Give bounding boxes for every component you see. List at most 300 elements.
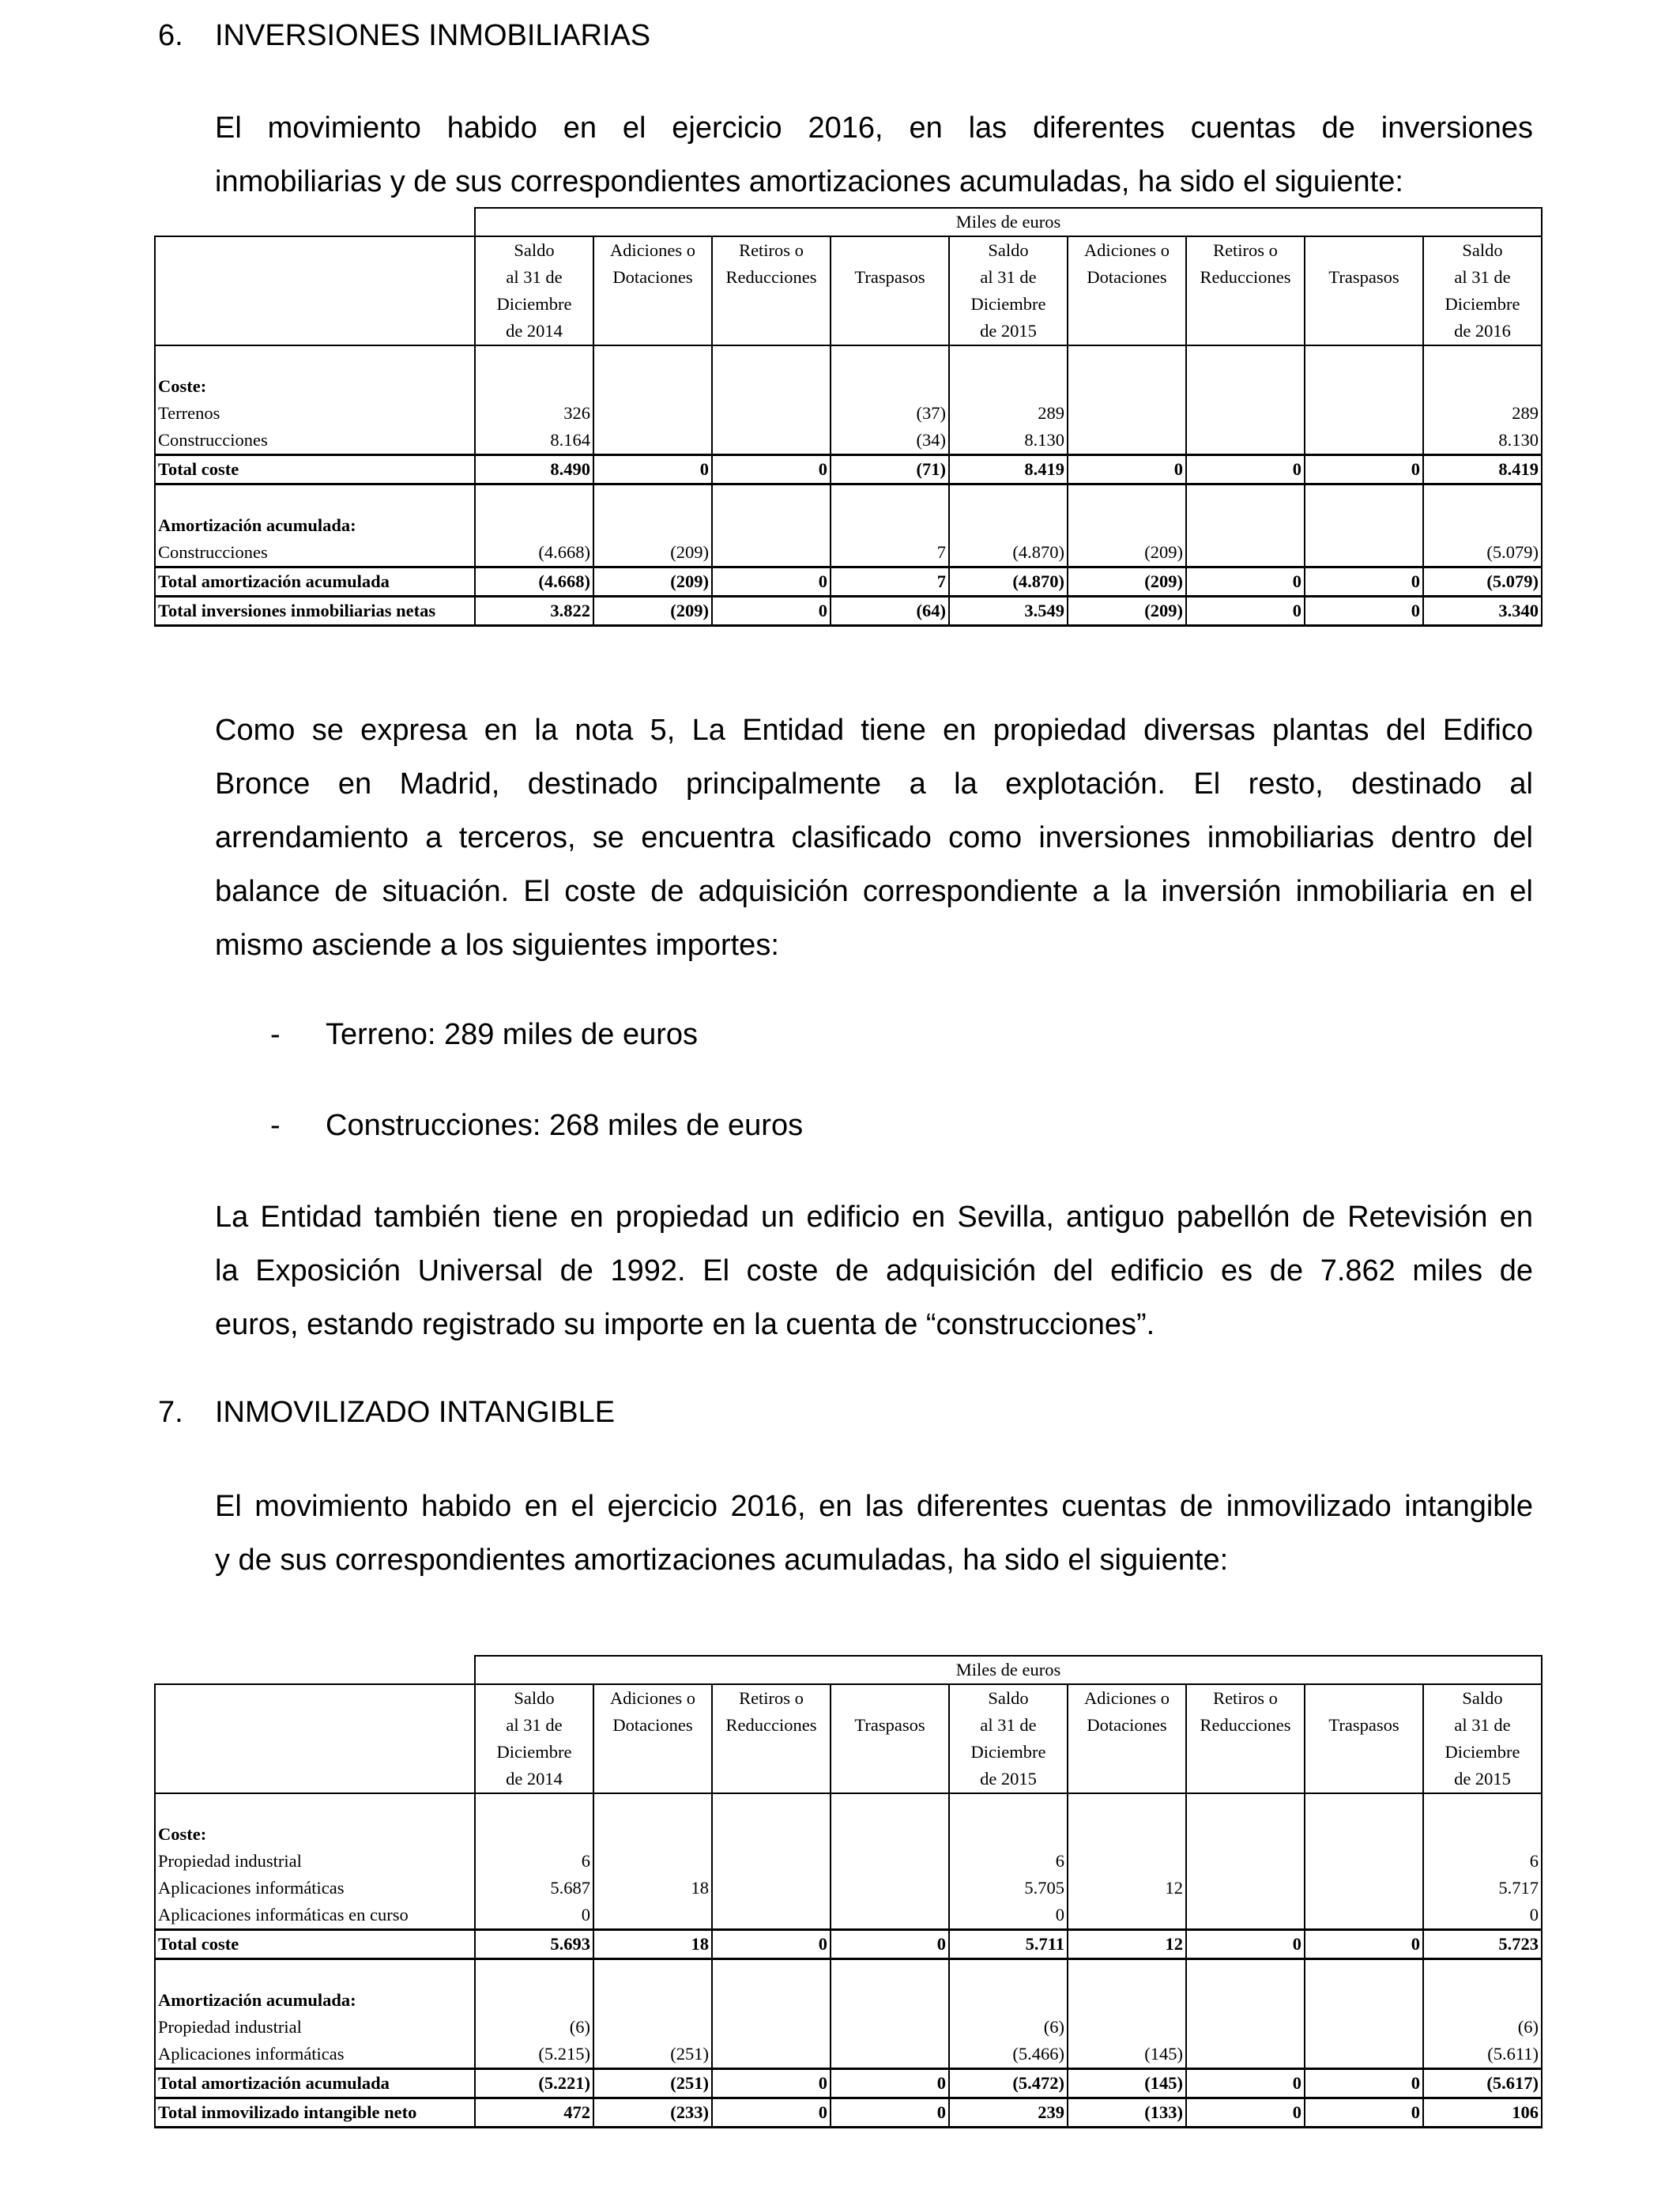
text-line: inmobiliarias y de sus correspondientes amortizaciones acumuladas, ha sido el siguiente: <box>215 165 1403 198</box>
value-cell <box>712 427 831 455</box>
column-header: de 2015 <box>949 1766 1068 1793</box>
column-header: Saldo <box>1423 236 1542 264</box>
value-cell: 3.822 <box>475 597 593 626</box>
section-6-body <box>215 703 1533 972</box>
column-header-row <box>155 1712 1542 1739</box>
bullet-dash: - <box>270 1018 281 1051</box>
empty-cell <box>712 345 831 373</box>
table-row <box>155 1902 1542 1930</box>
value-cell: 8.130 <box>949 427 1068 455</box>
column-header: al 31 de <box>475 264 593 291</box>
column-header <box>1305 318 1423 345</box>
bullet-item <box>270 1109 1219 1145</box>
empty-cell <box>1423 373 1542 400</box>
column-header <box>1305 1684 1423 1712</box>
text-line: La Entidad también tiene en propiedad un edificio en Sevilla, antiguo pabellón de Retevisión en <box>215 1201 1533 1234</box>
bullet-item <box>270 1018 1219 1054</box>
column-header: de 2014 <box>475 1766 593 1793</box>
empty-cell <box>1186 1959 1305 1988</box>
section-title: Coste: <box>155 373 475 400</box>
value-cell: 5.687 <box>475 1875 593 1902</box>
empty-cell <box>1186 373 1305 400</box>
empty-cell <box>831 484 949 513</box>
value-cell: (5.466) <box>949 2041 1068 2069</box>
row-label: Aplicaciones informáticas en curso <box>155 1902 475 1930</box>
value-cell <box>1305 427 1423 455</box>
column-header <box>1068 1739 1186 1766</box>
column-header-row <box>155 1739 1542 1766</box>
text-line: mismo asciende a los siguientes importes: <box>215 929 779 962</box>
column-header: Saldo <box>949 1684 1068 1712</box>
value-cell: 6 <box>1423 1848 1542 1875</box>
section-6-title: INVERSIONES INMOBILIARIAS <box>215 19 651 52</box>
row-label: Total inmovilizado intangible neto <box>155 2098 475 2128</box>
value-cell <box>1305 2014 1423 2041</box>
value-cell: 0 <box>831 2098 949 2128</box>
value-cell: 0 <box>712 455 831 484</box>
empty-cell <box>1305 512 1423 539</box>
column-header: de 2014 <box>475 318 593 345</box>
value-cell: 0 <box>1305 597 1423 626</box>
value-cell <box>1186 427 1305 455</box>
value-cell: (37) <box>831 400 949 427</box>
row-label: Total amortización acumulada <box>155 567 475 597</box>
column-header <box>712 1766 831 1793</box>
empty-cell <box>949 1987 1068 2014</box>
table-row <box>155 400 1542 427</box>
empty-cell <box>593 373 712 400</box>
value-cell: 7 <box>831 567 949 597</box>
value-cell: 0 <box>1186 1930 1305 1959</box>
value-cell <box>593 1902 712 1930</box>
value-cell: (5.611) <box>1423 2041 1542 2069</box>
row-label: Propiedad industrial <box>155 2014 475 2041</box>
column-header: Diciembre <box>475 1739 593 1766</box>
value-cell <box>712 2014 831 2041</box>
column-header <box>831 236 949 264</box>
table-row <box>155 539 1542 567</box>
value-cell: 0 <box>1305 1930 1423 1959</box>
row-label: Propiedad industrial <box>155 1848 475 1875</box>
group-header: Miles de euros <box>475 208 1542 236</box>
text-line: balance de situación. El coste de adquisición correspondiente a la inversión inmobiliaria en el <box>215 875 1533 908</box>
value-cell <box>593 427 712 455</box>
value-cell: (6) <box>949 2014 1068 2041</box>
value-cell: (71) <box>831 455 949 484</box>
empty-cell <box>593 1821 712 1848</box>
empty-cell <box>1305 1959 1423 1988</box>
empty-cell <box>155 264 475 291</box>
empty-cell <box>949 345 1068 373</box>
section-title: Amortización acumulada: <box>155 1987 475 2014</box>
value-cell: (233) <box>593 2098 712 2128</box>
empty-cell <box>475 345 593 373</box>
column-header-row <box>155 236 1542 264</box>
empty-cell <box>712 1793 831 1821</box>
column-header: al 31 de <box>949 1712 1068 1739</box>
column-header: Reducciones <box>712 1712 831 1739</box>
column-header: al 31 de <box>1423 264 1542 291</box>
column-header-row <box>155 264 1542 291</box>
value-cell: (5.221) <box>475 2069 593 2098</box>
section-title: Amortización acumulada: <box>155 512 475 539</box>
empty-cell <box>475 1987 593 2014</box>
group-header: Miles de euros <box>475 1656 1542 1684</box>
value-cell <box>712 539 831 567</box>
value-cell: (209) <box>1068 539 1186 567</box>
row-label: Total coste <box>155 455 475 484</box>
table-row <box>155 2014 1542 2041</box>
column-header: Retiros o <box>712 236 831 264</box>
section-title-row <box>155 1987 1542 2014</box>
value-cell: (5.472) <box>949 2069 1068 2098</box>
empty-cell <box>712 1987 831 2014</box>
column-header-row <box>155 318 1542 345</box>
empty-cell <box>1068 1987 1186 2014</box>
empty-cell <box>1423 1987 1542 2014</box>
empty-cell <box>1068 512 1186 539</box>
empty-cell <box>1068 1793 1186 1821</box>
empty-cell <box>1423 345 1542 373</box>
section-title-row <box>155 373 1542 400</box>
empty-cell <box>155 291 475 318</box>
column-header: al 31 de <box>475 1712 593 1739</box>
value-cell <box>1186 2014 1305 2041</box>
empty-cell <box>155 318 475 345</box>
value-cell: 18 <box>593 1875 712 1902</box>
empty-cell <box>1068 373 1186 400</box>
value-cell: (4.870) <box>949 567 1068 597</box>
column-header: al 31 de <box>1423 1712 1542 1739</box>
total-row <box>155 597 1542 626</box>
row-label: Total amortización acumulada <box>155 2069 475 2098</box>
column-header: Adiciones o <box>593 236 712 264</box>
column-header: Saldo <box>949 236 1068 264</box>
section-7-heading <box>158 1396 948 1432</box>
column-header: Dotaciones <box>1068 264 1186 291</box>
value-cell: (251) <box>593 2069 712 2098</box>
empty-cell <box>712 1959 831 1988</box>
empty-cell <box>712 512 831 539</box>
value-cell <box>831 1902 949 1930</box>
spacer-row <box>155 484 1542 513</box>
value-cell: 7 <box>831 539 949 567</box>
empty-cell <box>593 512 712 539</box>
total-row <box>155 2069 1542 2098</box>
empty-cell <box>155 1684 475 1712</box>
column-header: Retiros o <box>1186 236 1305 264</box>
value-cell <box>593 2014 712 2041</box>
table-row <box>155 1875 1542 1902</box>
spacer-row <box>155 1959 1542 1988</box>
column-header: Traspasos <box>831 264 949 291</box>
column-header: Diciembre <box>1423 291 1542 318</box>
value-cell <box>712 400 831 427</box>
text-line: euros, estando registrado su importe en la cuenta de “construcciones”. <box>215 1308 1155 1341</box>
empty-cell <box>1423 484 1542 513</box>
value-cell: 326 <box>475 400 593 427</box>
column-header <box>831 1684 949 1712</box>
empty-cell <box>831 1793 949 1821</box>
value-cell: 6 <box>949 1848 1068 1875</box>
column-header-row <box>155 1684 1542 1712</box>
value-cell: 8.419 <box>1423 455 1542 484</box>
empty-cell <box>475 484 593 513</box>
column-header: Reducciones <box>1186 1712 1305 1739</box>
empty-cell <box>712 484 831 513</box>
empty-cell <box>1305 484 1423 513</box>
value-cell <box>1305 539 1423 567</box>
empty-cell <box>155 484 475 513</box>
value-cell <box>712 1902 831 1930</box>
text-line: El movimiento habido en el ejercicio 2016, en las diferentes cuentas de inmovilizado intangible <box>215 1490 1533 1523</box>
value-cell: 5.723 <box>1423 1930 1542 1959</box>
empty-cell <box>1305 1793 1423 1821</box>
column-header: Reducciones <box>712 264 831 291</box>
empty-cell <box>155 1656 475 1684</box>
value-cell <box>1186 1902 1305 1930</box>
value-cell <box>831 2041 949 2069</box>
value-cell: (145) <box>1068 2069 1186 2098</box>
value-cell: (64) <box>831 597 949 626</box>
empty-cell <box>475 512 593 539</box>
value-cell: 12 <box>1068 1875 1186 1902</box>
value-cell: (209) <box>1068 567 1186 597</box>
financial-table <box>154 207 1543 627</box>
column-header <box>712 291 831 318</box>
value-cell: 0 <box>712 1930 831 1959</box>
value-cell <box>1068 1902 1186 1930</box>
value-cell: 0 <box>1186 567 1305 597</box>
value-cell: 0 <box>712 2069 831 2098</box>
value-cell: 0 <box>1068 455 1186 484</box>
empty-cell <box>1423 1959 1542 1988</box>
value-cell: 472 <box>475 2098 593 2128</box>
value-cell <box>712 2041 831 2069</box>
row-label: Terrenos <box>155 400 475 427</box>
value-cell <box>1068 427 1186 455</box>
value-cell: (4.668) <box>475 539 593 567</box>
table-row <box>155 1848 1542 1875</box>
column-header: Saldo <box>1423 1684 1542 1712</box>
value-cell: 0 <box>475 1902 593 1930</box>
empty-cell <box>831 1987 949 2014</box>
value-cell: 239 <box>949 2098 1068 2128</box>
value-cell: (6) <box>475 2014 593 2041</box>
empty-cell <box>949 484 1068 513</box>
value-cell: 289 <box>949 400 1068 427</box>
empty-cell <box>712 1821 831 1848</box>
empty-cell <box>949 1959 1068 1988</box>
value-cell: (4.870) <box>949 539 1068 567</box>
empty-cell <box>1186 484 1305 513</box>
column-header: Reducciones <box>1186 264 1305 291</box>
empty-cell <box>1186 1821 1305 1848</box>
empty-cell <box>155 236 475 264</box>
row-label: Construcciones <box>155 427 475 455</box>
value-cell <box>1305 1848 1423 1875</box>
column-header <box>712 318 831 345</box>
section-7-intro <box>215 1480 1533 1587</box>
value-cell: 0 <box>1305 2098 1423 2128</box>
empty-cell <box>593 484 712 513</box>
value-cell <box>593 1848 712 1875</box>
column-header: Diciembre <box>475 291 593 318</box>
value-cell: (209) <box>593 567 712 597</box>
value-cell <box>1305 1902 1423 1930</box>
column-header-row <box>155 1766 1542 1793</box>
value-cell: 5.717 <box>1423 1875 1542 1902</box>
bullet-text: Construcciones: 268 miles de euros <box>326 1109 804 1142</box>
value-cell: (145) <box>1068 2041 1186 2069</box>
row-label: Aplicaciones informáticas <box>155 2041 475 2069</box>
empty-cell <box>1068 345 1186 373</box>
empty-cell <box>475 1793 593 1821</box>
text-line: El movimiento habido en el ejercicio 2016, en las diferentes cuentas de inversiones <box>215 111 1533 145</box>
value-cell: 0 <box>712 567 831 597</box>
column-header: Dotaciones <box>593 1712 712 1739</box>
empty-cell <box>593 345 712 373</box>
value-cell: (6) <box>1423 2014 1542 2041</box>
value-cell <box>1186 1848 1305 1875</box>
value-cell: 0 <box>949 1902 1068 1930</box>
row-label: Total inversiones inmobiliarias netas <box>155 597 475 626</box>
value-cell: 3.340 <box>1423 597 1542 626</box>
value-cell: 0 <box>1186 2069 1305 2098</box>
section-6-heading <box>158 19 948 55</box>
value-cell <box>593 400 712 427</box>
section-6-intro <box>215 101 1533 209</box>
value-cell: 8.130 <box>1423 427 1542 455</box>
value-cell: 8.164 <box>475 427 593 455</box>
empty-cell <box>475 373 593 400</box>
section-title-row <box>155 1821 1542 1848</box>
empty-cell <box>1068 1959 1186 1988</box>
empty-cell <box>949 373 1068 400</box>
sevilla-paragraph <box>215 1190 1533 1351</box>
empty-cell <box>1305 345 1423 373</box>
value-cell: 0 <box>1186 455 1305 484</box>
column-header <box>831 318 949 345</box>
column-header: Adiciones o <box>1068 1684 1186 1712</box>
value-cell: (251) <box>593 2041 712 2069</box>
value-cell: 0 <box>1305 567 1423 597</box>
value-cell: 0 <box>1423 1902 1542 1930</box>
column-header: Adiciones o <box>1068 236 1186 264</box>
column-header <box>831 1739 949 1766</box>
column-header: Retiros o <box>1186 1684 1305 1712</box>
column-header <box>1305 1766 1423 1793</box>
value-cell <box>1305 1875 1423 1902</box>
empty-cell <box>712 373 831 400</box>
text-line: arrendamiento a terceros, se encuentra clasificado como inversiones inmobiliarias dentro del <box>215 821 1533 854</box>
empty-cell <box>1068 1821 1186 1848</box>
value-cell: 0 <box>1305 2069 1423 2098</box>
inversiones-table <box>154 207 1543 627</box>
column-header: Diciembre <box>949 1739 1068 1766</box>
empty-cell <box>831 1821 949 1848</box>
empty-cell <box>1305 373 1423 400</box>
value-cell: 0 <box>831 2069 949 2098</box>
column-header <box>593 1739 712 1766</box>
section-title-row <box>155 512 1542 539</box>
value-cell: (34) <box>831 427 949 455</box>
column-header: Traspasos <box>831 1712 949 1739</box>
empty-cell <box>949 1821 1068 1848</box>
column-header <box>712 1739 831 1766</box>
column-header <box>831 291 949 318</box>
group-header-row <box>155 1656 1542 1684</box>
value-cell: (5.079) <box>1423 567 1542 597</box>
column-header: Traspasos <box>1305 1712 1423 1739</box>
value-cell <box>1305 400 1423 427</box>
column-header <box>593 291 712 318</box>
bullet-text: Terreno: 289 miles de euros <box>326 1018 699 1051</box>
table-row <box>155 427 1542 455</box>
value-cell <box>831 2014 949 2041</box>
value-cell: 8.490 <box>475 455 593 484</box>
value-cell: 0 <box>712 2098 831 2128</box>
value-cell <box>1186 539 1305 567</box>
empty-cell <box>831 373 949 400</box>
empty-cell <box>155 345 475 373</box>
row-label: Aplicaciones informáticas <box>155 1875 475 1902</box>
value-cell: (5.079) <box>1423 539 1542 567</box>
value-cell: 289 <box>1423 400 1542 427</box>
text-line: Bronce en Madrid, destinado principalmente a la explotación. El resto, destinado al <box>215 767 1533 801</box>
empty-cell <box>1423 512 1542 539</box>
empty-cell <box>831 1959 949 1988</box>
section-7-number: 7. <box>158 1396 183 1429</box>
value-cell: (5.617) <box>1423 2069 1542 2098</box>
value-cell: (5.215) <box>475 2041 593 2069</box>
empty-cell <box>1423 1821 1542 1848</box>
column-header <box>1305 291 1423 318</box>
column-header <box>1068 1766 1186 1793</box>
empty-cell <box>1186 1987 1305 2014</box>
value-cell <box>831 1875 949 1902</box>
empty-cell <box>155 1739 475 1766</box>
column-header: de 2015 <box>1423 1766 1542 1793</box>
column-header: Adiciones o <box>593 1684 712 1712</box>
column-header: Retiros o <box>712 1684 831 1712</box>
empty-cell <box>1186 512 1305 539</box>
spacer-row <box>155 345 1542 373</box>
value-cell: 0 <box>831 1930 949 1959</box>
total-row <box>155 2098 1542 2128</box>
value-cell: (4.668) <box>475 567 593 597</box>
bullet-dash: - <box>270 1109 281 1142</box>
column-header: Diciembre <box>1423 1739 1542 1766</box>
empty-cell <box>155 1712 475 1739</box>
value-cell <box>1068 400 1186 427</box>
section-7-title: INMOVILIZADO INTANGIBLE <box>215 1396 616 1429</box>
text-line: Como se expresa en la nota 5, La Entidad tiene en propiedad diversas plantas del Edifico <box>215 714 1533 747</box>
column-header: Saldo <box>475 236 593 264</box>
value-cell: (209) <box>1068 597 1186 626</box>
value-cell <box>1186 1875 1305 1902</box>
value-cell <box>1186 400 1305 427</box>
value-cell: 5.711 <box>949 1930 1068 1959</box>
value-cell: (133) <box>1068 2098 1186 2128</box>
empty-cell <box>475 1959 593 1988</box>
column-header <box>1305 236 1423 264</box>
spacer-row <box>155 1793 1542 1821</box>
row-label: Construcciones <box>155 539 475 567</box>
empty-cell <box>1068 484 1186 513</box>
value-cell: (209) <box>593 597 712 626</box>
column-header <box>1186 1766 1305 1793</box>
